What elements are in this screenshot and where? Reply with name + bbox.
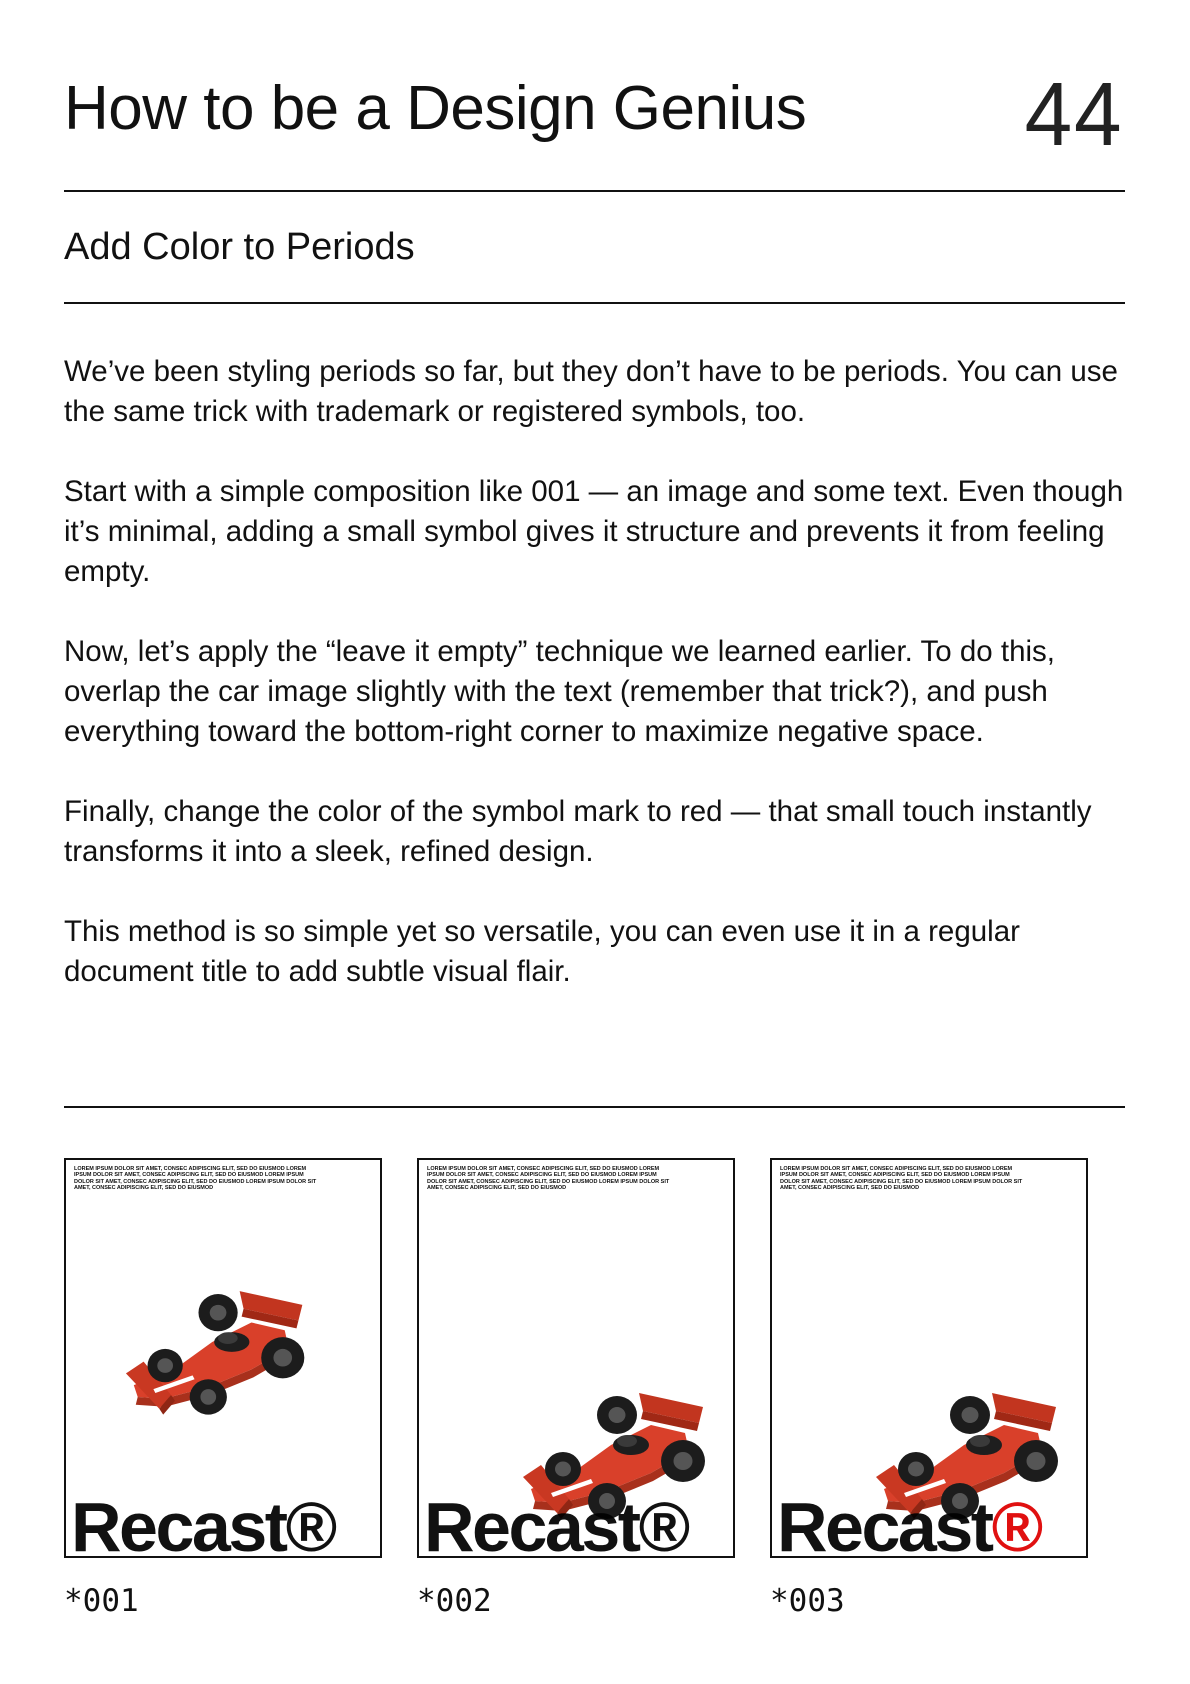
brand-name: Recast <box>71 1488 286 1558</box>
brand-wordmark <box>71 1488 338 1558</box>
paragraph: We’ve been styling periods so far, but they don’t have to be periods. You can use the same trick with trademark or registered symbols, too. <box>64 355 1118 428</box>
registered-mark-red: ® <box>991 1488 1044 1558</box>
body-text <box>64 352 1129 1032</box>
race-car-image <box>124 1270 320 1420</box>
divider-top <box>64 190 1125 192</box>
brand-name: Recast <box>424 1488 639 1558</box>
divider-examples <box>64 1106 1125 1108</box>
lorem-text: LOREM IPSUM DOLOR SIT AMET, CONSEC ADIPISCING ELIT, SED DO EIUSMOD LOREM IPSUM DOLOR SIT AMET, CONSEC ADIPISCING ELIT, SED DO EIUSMOD LOREM IPSUM DOLOR SIT AMET, CONSEC ADIPISCING ELIT, SED DO EIUSMOD LOREM IPSUM DOLOR SIT AMET, CONSEC ADIPISCING ELIT, SED DO EIUSMOD <box>74 1166 317 1191</box>
section-subtitle: Add Color to Periods <box>64 226 415 268</box>
brand-wordmark <box>777 1488 1044 1558</box>
lorem-text: LOREM IPSUM DOLOR SIT AMET, CONSEC ADIPISCING ELIT, SED DO EIUSMOD LOREM IPSUM DOLOR SIT AMET, CONSEC ADIPISCING ELIT, SED DO EIUSMOD LOREM IPSUM DOLOR SIT AMET, CONSEC ADIPISCING ELIT, SED DO EIUSMOD LOREM IPSUM DOLOR SIT AMET, CONSEC ADIPISCING ELIT, SED DO EIUSMOD <box>427 1166 670 1191</box>
registered-mark: ® <box>285 1488 338 1558</box>
paragraph: This method is so simple yet so versatile, you can even use it in a regular document title to add subtle visual flair. <box>64 915 1020 988</box>
page-number: 44 <box>1024 65 1124 165</box>
example-card-001 <box>64 1158 382 1558</box>
caption-001: *001 <box>64 1583 139 1619</box>
caption-003: *003 <box>770 1583 845 1619</box>
page-title: How to be a Design Genius <box>64 74 807 143</box>
caption-002: *002 <box>417 1583 492 1619</box>
paragraph: Finally, change the color of the symbol mark to red — that small touch instantly transforms it into a sleek, refined design. <box>64 795 1092 868</box>
brand-wordmark <box>424 1488 691 1558</box>
paragraph: Now, let’s apply the “leave it empty” technique we learned earlier. To do this, overlap the car image slightly with the text (remember that trick?), and push everything toward the bottom-right corner to maximize negative space. <box>64 635 1055 748</box>
paragraph: Start with a simple composition like 001 — an image and some text. Even though it’s minimal, adding a small symbol gives it structure and prevents it from feeling empty. <box>64 475 1124 588</box>
example-card-002 <box>417 1158 735 1558</box>
registered-mark: ® <box>638 1488 691 1558</box>
lorem-text: LOREM IPSUM DOLOR SIT AMET, CONSEC ADIPISCING ELIT, SED DO EIUSMOD LOREM IPSUM DOLOR SIT AMET, CONSEC ADIPISCING ELIT, SED DO EIUSMOD LOREM IPSUM DOLOR SIT AMET, CONSEC ADIPISCING ELIT, SED DO EIUSMOD LOREM IPSUM DOLOR SIT AMET, CONSEC ADIPISCING ELIT, SED DO EIUSMOD <box>780 1166 1023 1191</box>
brand-name: Recast <box>777 1488 992 1558</box>
divider-subtitle <box>64 302 1125 304</box>
example-card-003 <box>770 1158 1088 1558</box>
